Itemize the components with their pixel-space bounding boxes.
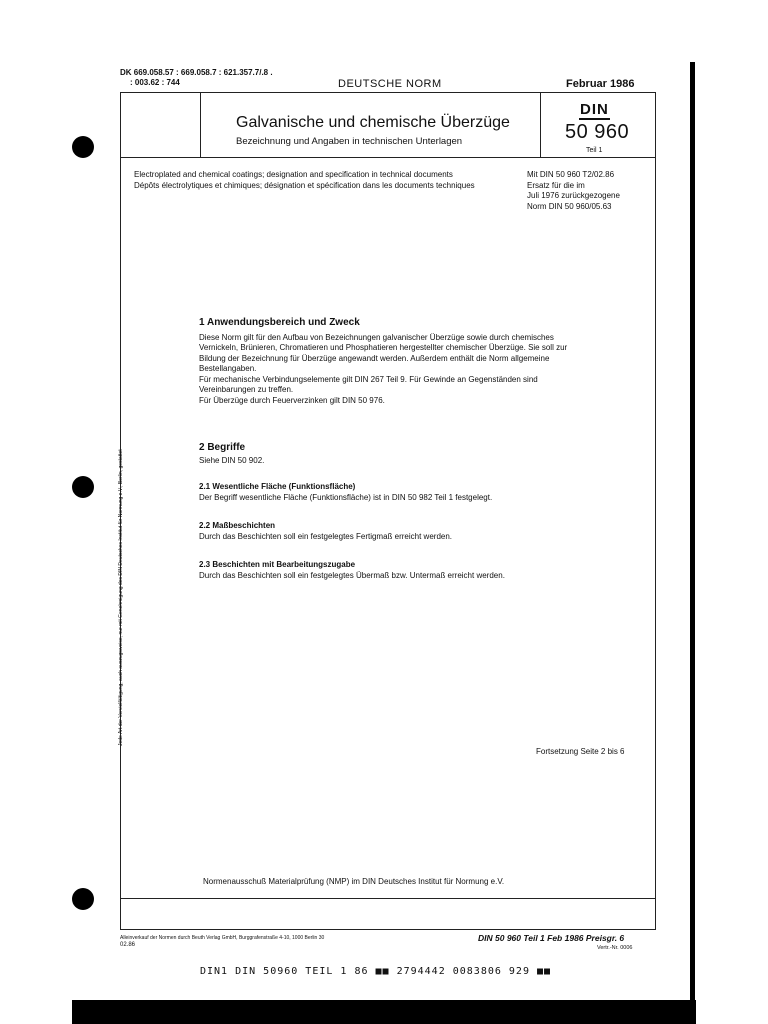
french-title: Dépôts électrolytiques et chimiques; désignation et spécification dans les documents techniques xyxy=(134,180,475,190)
dk-classification: DK 669.058.57 : 669.058.7 : 621.357.7/.8 . : 003.62 : 744 xyxy=(120,68,273,87)
din-logo: DIN xyxy=(580,101,609,118)
continuation-note: Fortsetzung Seite 2 bis 6 xyxy=(536,747,625,756)
committee-line: Normenausschuß Materialprüfung (NMP) im DIN Deutsches Institut für Normung e.V. xyxy=(203,877,505,886)
document-title: Galvanische und chemische Überzüge xyxy=(236,114,510,131)
section-2-1-paragraph: Der Begriff wesentliche Fläche (Funktionsfläche) ist in DIN 50 982 Teil 1 festgelegt. xyxy=(199,492,493,502)
section-2-3-heading: 2.3 Beschichten mit Bearbeitungszugabe xyxy=(199,560,356,569)
translated-titles xyxy=(134,170,504,191)
frame-right xyxy=(655,92,656,930)
section-1-paragraph: Für Überzüge durch Feuerverzinken gilt DIN 50 976. xyxy=(199,395,385,405)
section-2-paragraph: Siehe DIN 50 902. xyxy=(199,455,265,465)
scan-edge-bottom xyxy=(72,1000,696,1024)
catalog-code: DIN1 DIN 50960 TEIL 1 86 ■■ 2794442 0083806 929 ■■ xyxy=(200,966,552,977)
frame-divider-left xyxy=(200,92,201,157)
english-title: Electroplated and chemical coatings; designation and specification in technical documents xyxy=(134,170,453,179)
frame-footer-bottom xyxy=(120,929,656,930)
replacement-note: Mit DIN 50 960 T2/02.86 Ersatz für die im Juli 1976 zurückgezogene Norm DIN 50 960/05.63 xyxy=(527,170,620,211)
din-number: 50 960 xyxy=(565,121,630,143)
frame-footer-top xyxy=(120,898,656,899)
section-2-1 xyxy=(199,482,584,503)
vertriebs-number: Vertr.-Nr. 0006 xyxy=(597,945,633,951)
section-1 xyxy=(199,318,584,406)
teil-label: Teil 1 xyxy=(586,147,603,154)
copyright-side-note: Jede Art der Vervielfältigung, auch auszugsweise, nur mit Genehmigung des DIN Deutsches Institut für Normung e.V., Berlin, gestattet xyxy=(118,449,124,746)
punch-hole-top xyxy=(72,136,94,158)
section-2-1-heading: 2.1 Wesentliche Fläche (Funktionsfläche) xyxy=(199,482,356,491)
document-reference: DIN 50 960 Teil 1 Feb 1986 Preisgr. 6 xyxy=(478,933,625,943)
section-2-3-paragraph: Durch das Beschichten soll ein festgelegtes Übermaß bzw. Untermaß erreicht werden. xyxy=(199,570,505,580)
publisher-note: Alleinverkauf der Normen durch Beuth Verlag GmbH, Burggrafenstraße 4-10, 1000 Berlin 30 02.86 xyxy=(120,935,325,948)
section-2-heading: 2 Begriffe xyxy=(199,442,246,453)
section-2 xyxy=(199,443,584,466)
punch-hole-middle xyxy=(72,476,94,498)
norm-label: DEUTSCHE NORM xyxy=(338,78,442,90)
section-2-2 xyxy=(199,521,584,542)
section-1-paragraph: Diese Norm gilt für den Aufbau von Bezeichnungen galvanischer Überzüge sowie durch chemisches Vernickeln, Brünieren, Chromatieren und Phosphatieren hergestellter chemischer Überzüge. Sie soll zur Bildung der Bezeichnung für Überzüge angewandt werden. Außerdem enthält die Norm allgemeine Bestellangaben. xyxy=(199,332,568,373)
punch-hole-bottom xyxy=(72,888,94,910)
frame-divider-right xyxy=(540,92,541,157)
section-2-2-heading: 2.2 Maßbeschichten xyxy=(199,521,276,530)
section-2-3 xyxy=(199,560,584,581)
frame-mid xyxy=(120,157,656,158)
section-1-paragraph: Für mechanische Verbindungselemente gilt DIN 267 Teil 9. Für Gewinde an Gegenständen sind Vereinbarungen zu treffen. xyxy=(199,374,538,394)
issue-date: Februar 1986 xyxy=(566,78,635,90)
scan-edge-right xyxy=(690,62,695,1000)
section-1-heading: 1 Anwendungsbereich und Zweck xyxy=(199,317,360,328)
document-subtitle: Bezeichnung und Angaben in technischen Unterlagen xyxy=(236,136,463,147)
section-2-2-paragraph: Durch das Beschichten soll ein festgelegtes Fertigmaß erreicht werden. xyxy=(199,531,453,541)
